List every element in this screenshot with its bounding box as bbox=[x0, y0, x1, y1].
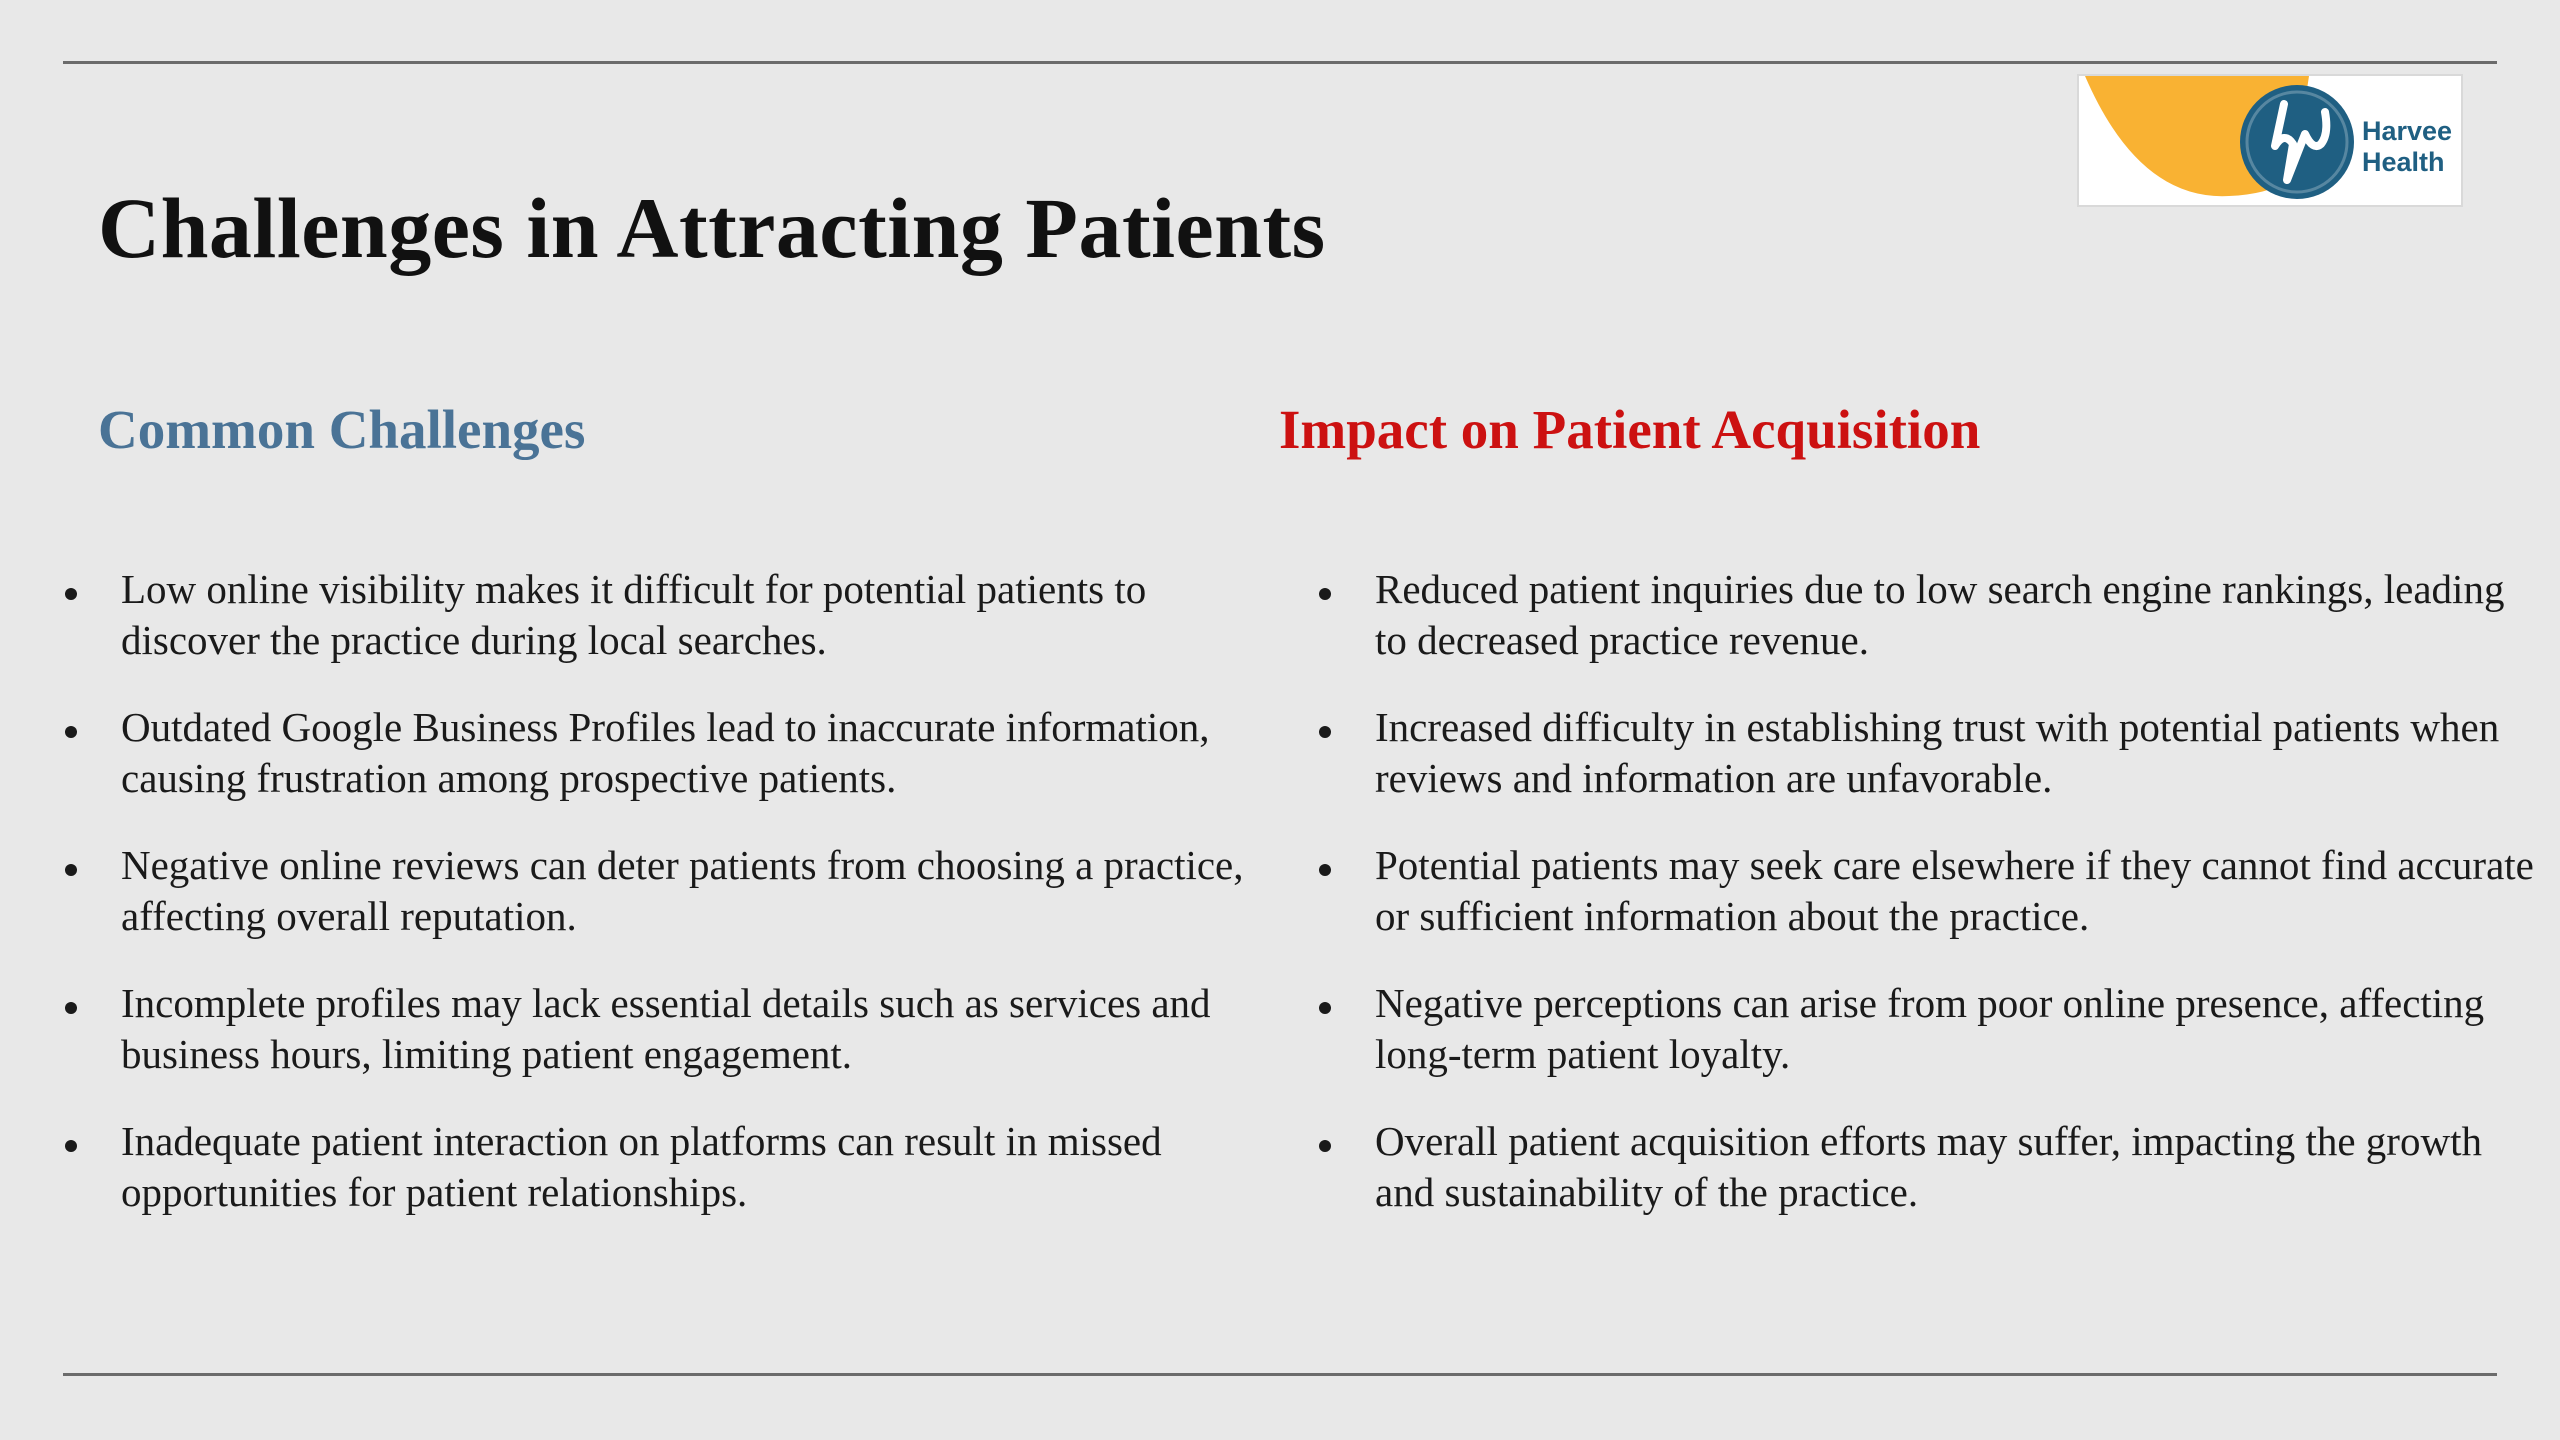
bullet-icon bbox=[65, 1002, 77, 1014]
list-item: Inadequate patient interaction on platforms can result in missed opportunities for patient relationships. bbox=[65, 1116, 1255, 1218]
list-item: Low online visibility makes it difficult for potential patients to discover the practice during local searches. bbox=[65, 564, 1255, 666]
page-title: Challenges in Attracting Patients bbox=[98, 180, 1326, 276]
common-challenges-section bbox=[98, 395, 1244, 1215]
harvee-health-logo bbox=[2077, 74, 2463, 207]
list-item: Overall patient acquisition efforts may suffer, impacting the growth and sustainability of the practice. bbox=[1319, 1116, 2539, 1218]
list-item: Negative online reviews can deter patients from choosing a practice, affecting overall reputation. bbox=[65, 840, 1255, 942]
list-item: Increased difficulty in establishing trust with potential patients when reviews and information are unfavorable. bbox=[1319, 702, 2539, 804]
bottom-divider bbox=[63, 1373, 2497, 1376]
list-item: Reduced patient inquiries due to low search engine rankings, leading to decreased practice revenue. bbox=[1319, 564, 2539, 666]
bullet-icon bbox=[1319, 1140, 1331, 1152]
bullet-icon bbox=[65, 588, 77, 600]
bullet-icon bbox=[1319, 588, 1331, 600]
bullet-icon bbox=[1319, 1002, 1331, 1014]
common-challenges-heading: Common Challenges bbox=[98, 399, 586, 460]
bullet-icon bbox=[65, 864, 77, 876]
list-item: Potential patients may seek care elsewhere if they cannot find accurate or sufficient information about the practice. bbox=[1319, 840, 2539, 942]
logo-wordmark: Harvee Health bbox=[2362, 116, 2453, 177]
list-item: Incomplete profiles may lack essential details such as services and business hours, limiting patient engagement. bbox=[65, 978, 1255, 1080]
impact-section bbox=[1279, 395, 2534, 1215]
impact-heading: Impact on Patient Acquisition bbox=[1279, 399, 1981, 460]
common-challenges-list bbox=[65, 564, 1255, 1254]
bullet-icon bbox=[65, 1140, 77, 1152]
bullet-icon bbox=[1319, 864, 1331, 876]
bullet-icon bbox=[1319, 726, 1331, 738]
bullet-icon bbox=[65, 726, 77, 738]
list-item: Outdated Google Business Profiles lead to inaccurate information, causing frustration among prospective patients. bbox=[65, 702, 1255, 804]
list-item: Negative perceptions can arise from poor online presence, affecting long-term patient loyalty. bbox=[1319, 978, 2539, 1080]
top-divider bbox=[63, 61, 2497, 64]
impact-list bbox=[1319, 564, 2539, 1254]
